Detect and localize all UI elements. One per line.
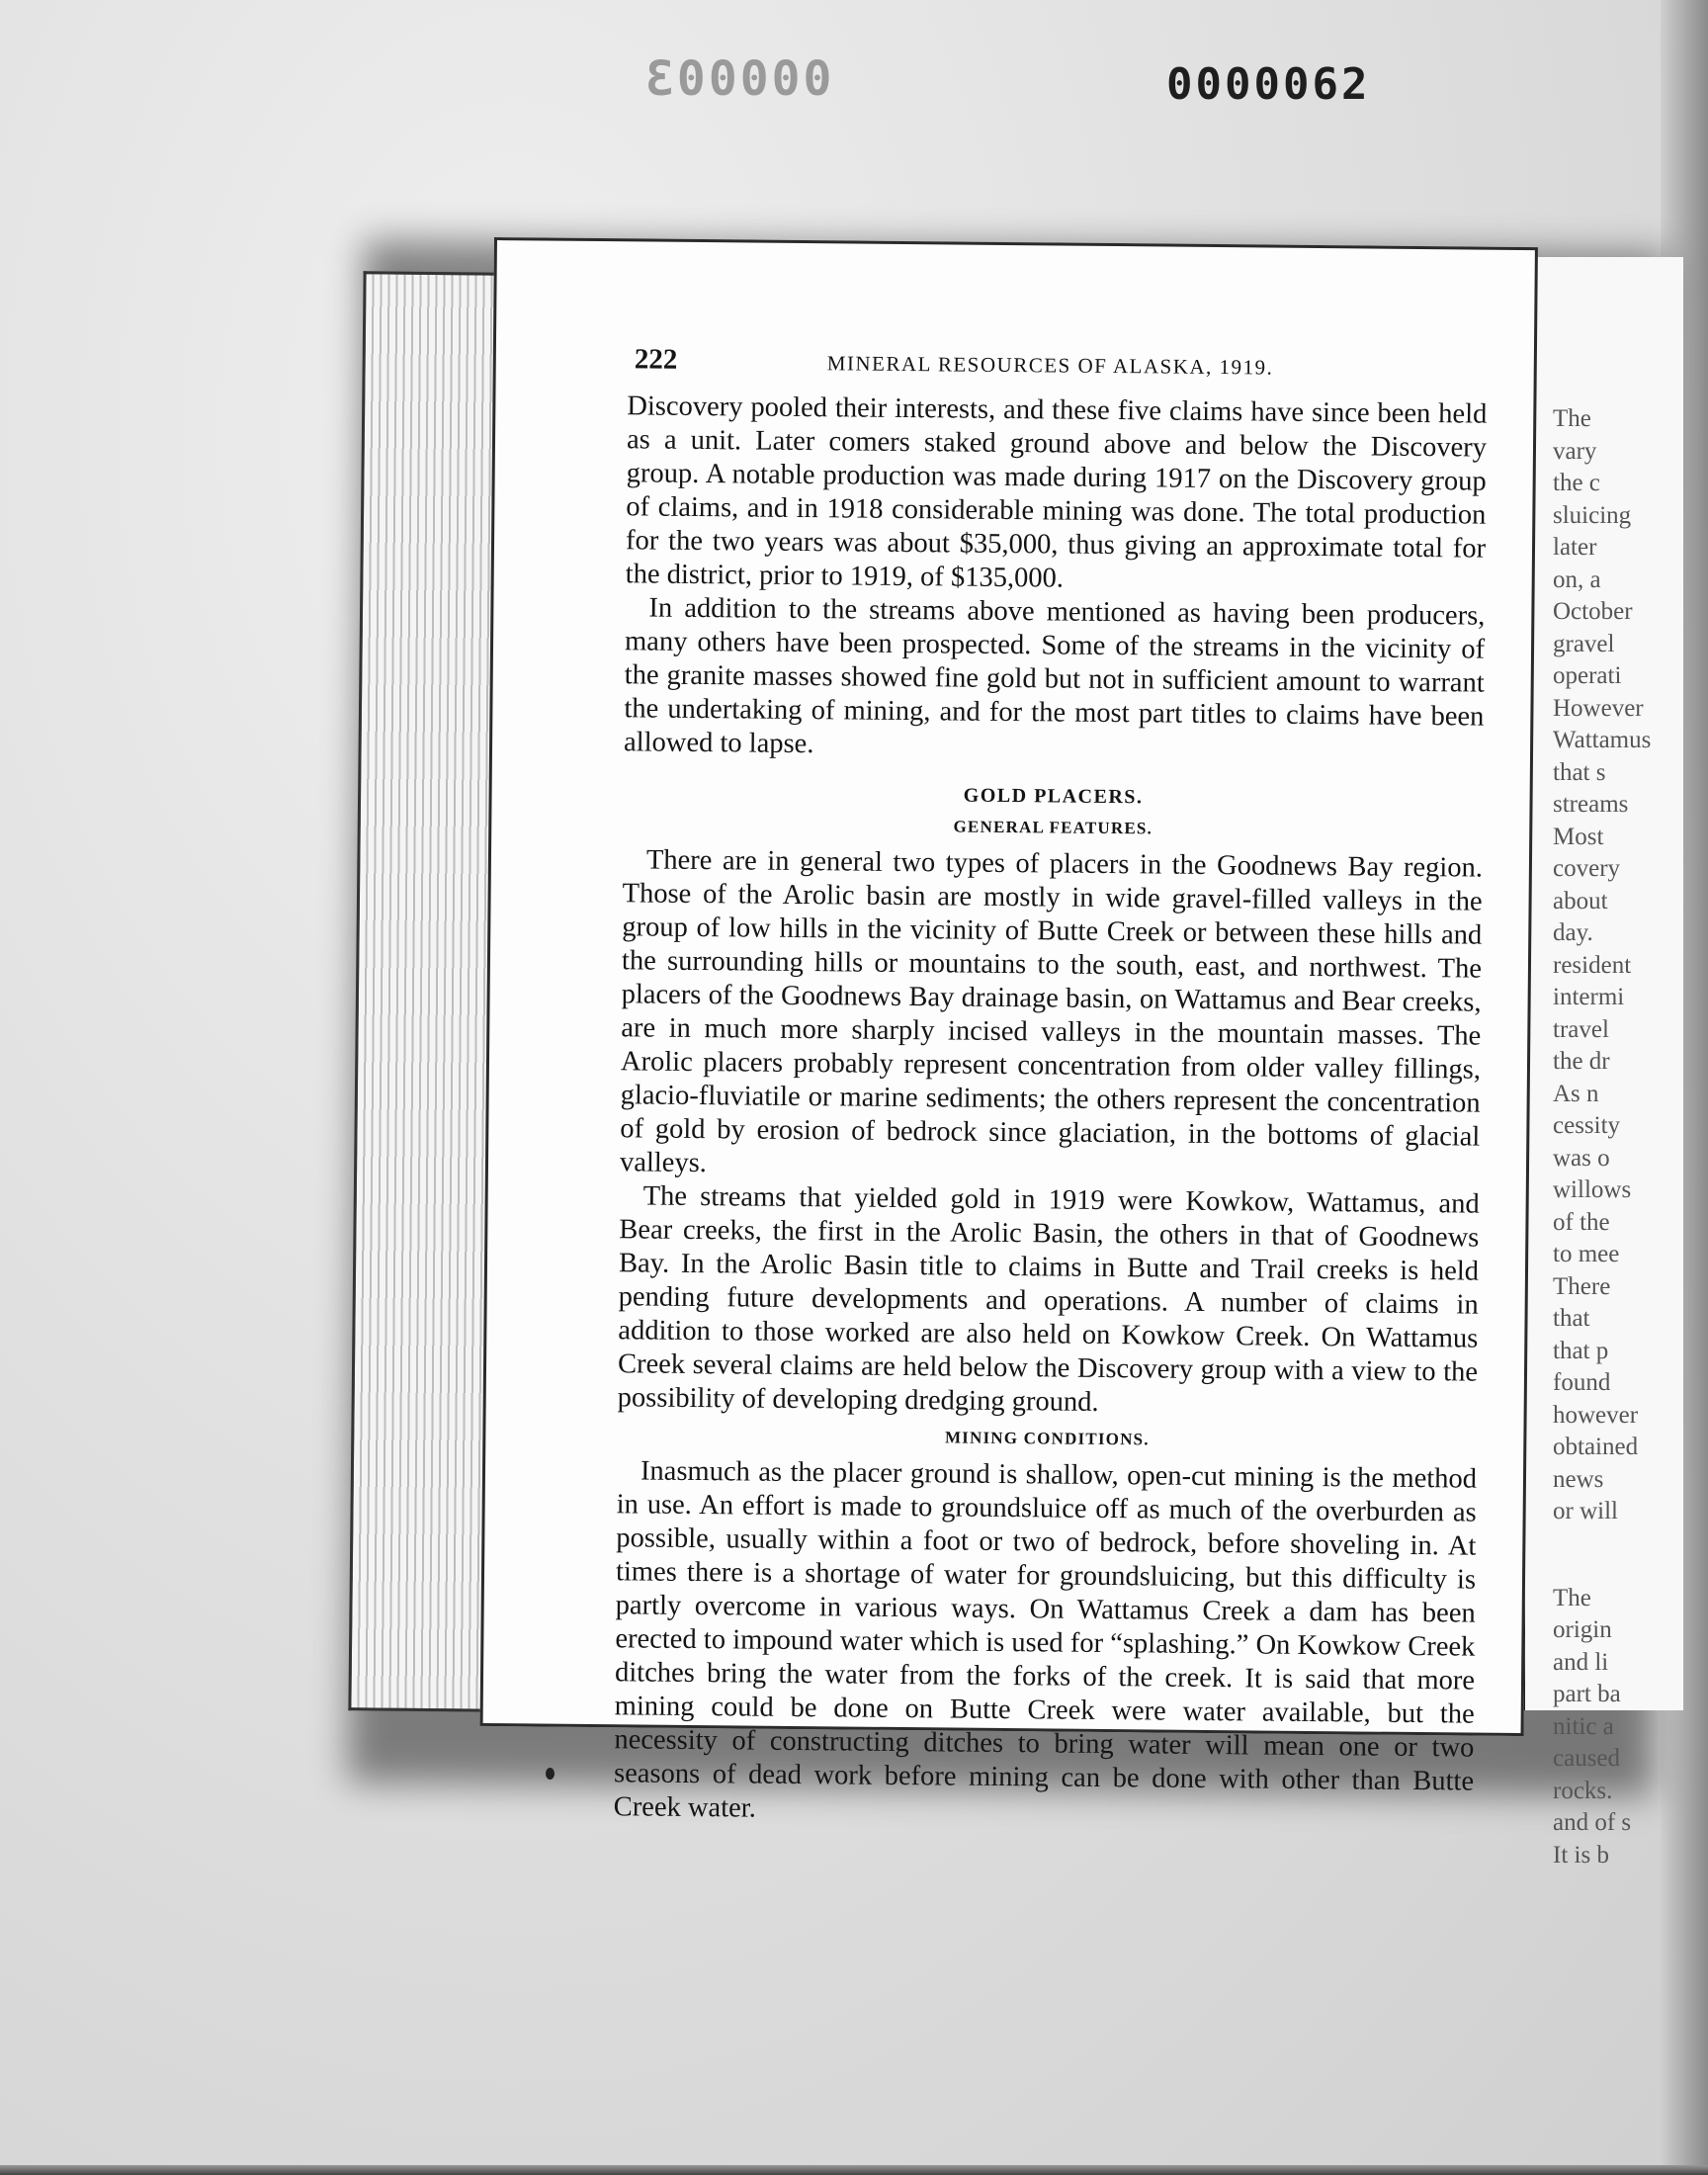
facing-page-line: origin (1553, 1616, 1612, 1643)
running-head: MINERAL RESOURCES OF ALASKA, 1919. (826, 351, 1274, 380)
heading-general-features: GENERAL FEATURES. (953, 817, 1153, 838)
facing-page-line: that (1553, 1305, 1590, 1332)
facing-page-line: that s (1553, 758, 1606, 786)
page-number: 222 (634, 343, 678, 376)
facing-page-line: about (1553, 887, 1608, 914)
page-header (635, 343, 1346, 390)
facing-page-line: cessity (1553, 1112, 1621, 1139)
paragraph-prospected-streams: In addition to the streams above mentioned as having been producers, many others have been prospected. Some of the streams in the vicinity of the granite masses showed fine gold but not in sufficient amount to warrant the undertaking of mining, and for the most part titles to claims have been allowed to lapse. (623, 592, 1486, 760)
facing-page-line: caused (1553, 1745, 1621, 1772)
facing-page-line: was o (1553, 1144, 1610, 1172)
facing-page-line: the dr (1553, 1048, 1610, 1075)
facing-page-line: gravel (1553, 630, 1615, 657)
facing-page-line: of the (1553, 1208, 1610, 1236)
facing-page-line: later (1553, 534, 1597, 561)
facing-page-line: rocks. (1553, 1777, 1613, 1804)
heading-mining-conditions: MINING CONDITIONS. (944, 1428, 1150, 1449)
facing-page-line: operati (1553, 662, 1622, 689)
facing-page-line: and of s (1553, 1809, 1632, 1836)
facing-page-line: It is b (1553, 1841, 1609, 1869)
bates-stamp-number: 0000062 (1166, 59, 1371, 110)
facing-page-line: vary (1553, 437, 1597, 465)
facing-page-line: Wattamus (1553, 727, 1652, 753)
facing-page-line: news (1553, 1465, 1604, 1493)
facing-page-line: day. (1553, 919, 1593, 946)
paragraph-continuation: Discovery pooled their interests, and these five claims have since been held as a unit. Later comers staked ground above and below the Discovery group. A notable production was made during 1917 on the Discovery group of claims, and in 1918 considerable mining was done. The total production for the two years was about $35,000, thus giving an approximate total for the district, prior to 1919, of $135,000. (625, 391, 1488, 594)
paragraph-placer-types: There are in general two types of placers in the Goodnews Bay region. Those of the Arolic basin are mostly in wide gravel-filled valleys in the group of low hills in the vicinity of Butte Creek or between these hills and the surrounding hills or mountains to the south, east, and northwest. The placers of the Goodnews Bay drainage basin, on Wattamus and Bear creeks, are in much more sharply incised valleys in the mountain masses. The Arolic placers probably represent concentration from older valley fillings, glacio-fluviatile or marine sediments; the others represent the concentration of gold by erosion of bedrock since glaciation, in the bottoms of glacial valleys. (619, 844, 1484, 1179)
book-page (480, 237, 1538, 1824)
facing-page-line: There (1553, 1272, 1611, 1300)
facing-page-line: that p (1553, 1337, 1609, 1364)
facing-page (1522, 257, 1683, 1869)
facing-page-line: part ba (1553, 1681, 1621, 1707)
facing-page-line: the c (1553, 470, 1600, 496)
facing-page-line: Most (1553, 823, 1604, 850)
scan-speck (546, 1768, 555, 1780)
paragraph-streams-1919: The streams that yielded gold in 1919 were Kowkow, Wattamus, and Bear creeks, the first in the Arolic Basin, the others in that of Goodnews Bay. In the Arolic Basin title to claims in Butte and Trail creeks is held pending future developments and operations. A number of claims in addition to those worked are also held on Kowkow Creek. On Wattamus Creek several claims are held below the Discovery group with a view to the possibility of developing dredging ground. (617, 1180, 1480, 1418)
facing-page-line: streams (1553, 791, 1629, 818)
facing-page-line: willows (1553, 1176, 1632, 1203)
facing-page-line: resident (1553, 951, 1632, 979)
facing-page-line: or will (1553, 1498, 1618, 1524)
facing-page-line: obtained (1553, 1434, 1639, 1460)
paragraph-mining-method: Inasmuch as the placer ground is shallow, open-cut mining is the method in use. An effort is made to groundsluice off as much of the overburden as possible, usually within a foot or two of bedrock, before shoveling in. At times there is a shortage of water for groundsluicing, but this difficulty is partly overcome in various ways. On Wattamus Creek a dam has been erected to impound water which is used for “splashing.” On Kowkow Creek ditches bring the water from the forks of the creek. It is said that more mining could be done on Butte Creek were water available, but the necessity of constructing ditches to bring water will mean one or two seasons of dead work before mining can be done with other than Butte Creek water. (613, 1455, 1478, 1824)
faint-stamp-number: 000003 (642, 51, 832, 107)
heading-gold-placers: GOLD PLACERS. (963, 784, 1144, 809)
facing-page-line: to mee (1553, 1241, 1620, 1267)
facing-page-line: and li (1553, 1648, 1609, 1676)
facing-page-line: intermi (1553, 984, 1625, 1010)
facing-page-line: travel (1553, 1015, 1609, 1043)
facing-page-line: nitic a (1553, 1712, 1614, 1740)
scan-bottom-edge (0, 2165, 1708, 2175)
facing-page-line: The (1553, 405, 1591, 432)
facing-page-line: However (1553, 694, 1644, 722)
facing-page-line: sluicing (1553, 501, 1632, 529)
facing-page-line: October (1553, 598, 1633, 625)
facing-page-line: The (1553, 1584, 1591, 1611)
facing-page-line: As n (1553, 1080, 1599, 1107)
facing-page-line: however (1553, 1401, 1639, 1429)
page-body (614, 390, 1488, 1832)
facing-page-line: on, a (1553, 566, 1601, 593)
facing-page-line: found (1553, 1369, 1611, 1396)
facing-page-line: covery (1553, 855, 1621, 882)
